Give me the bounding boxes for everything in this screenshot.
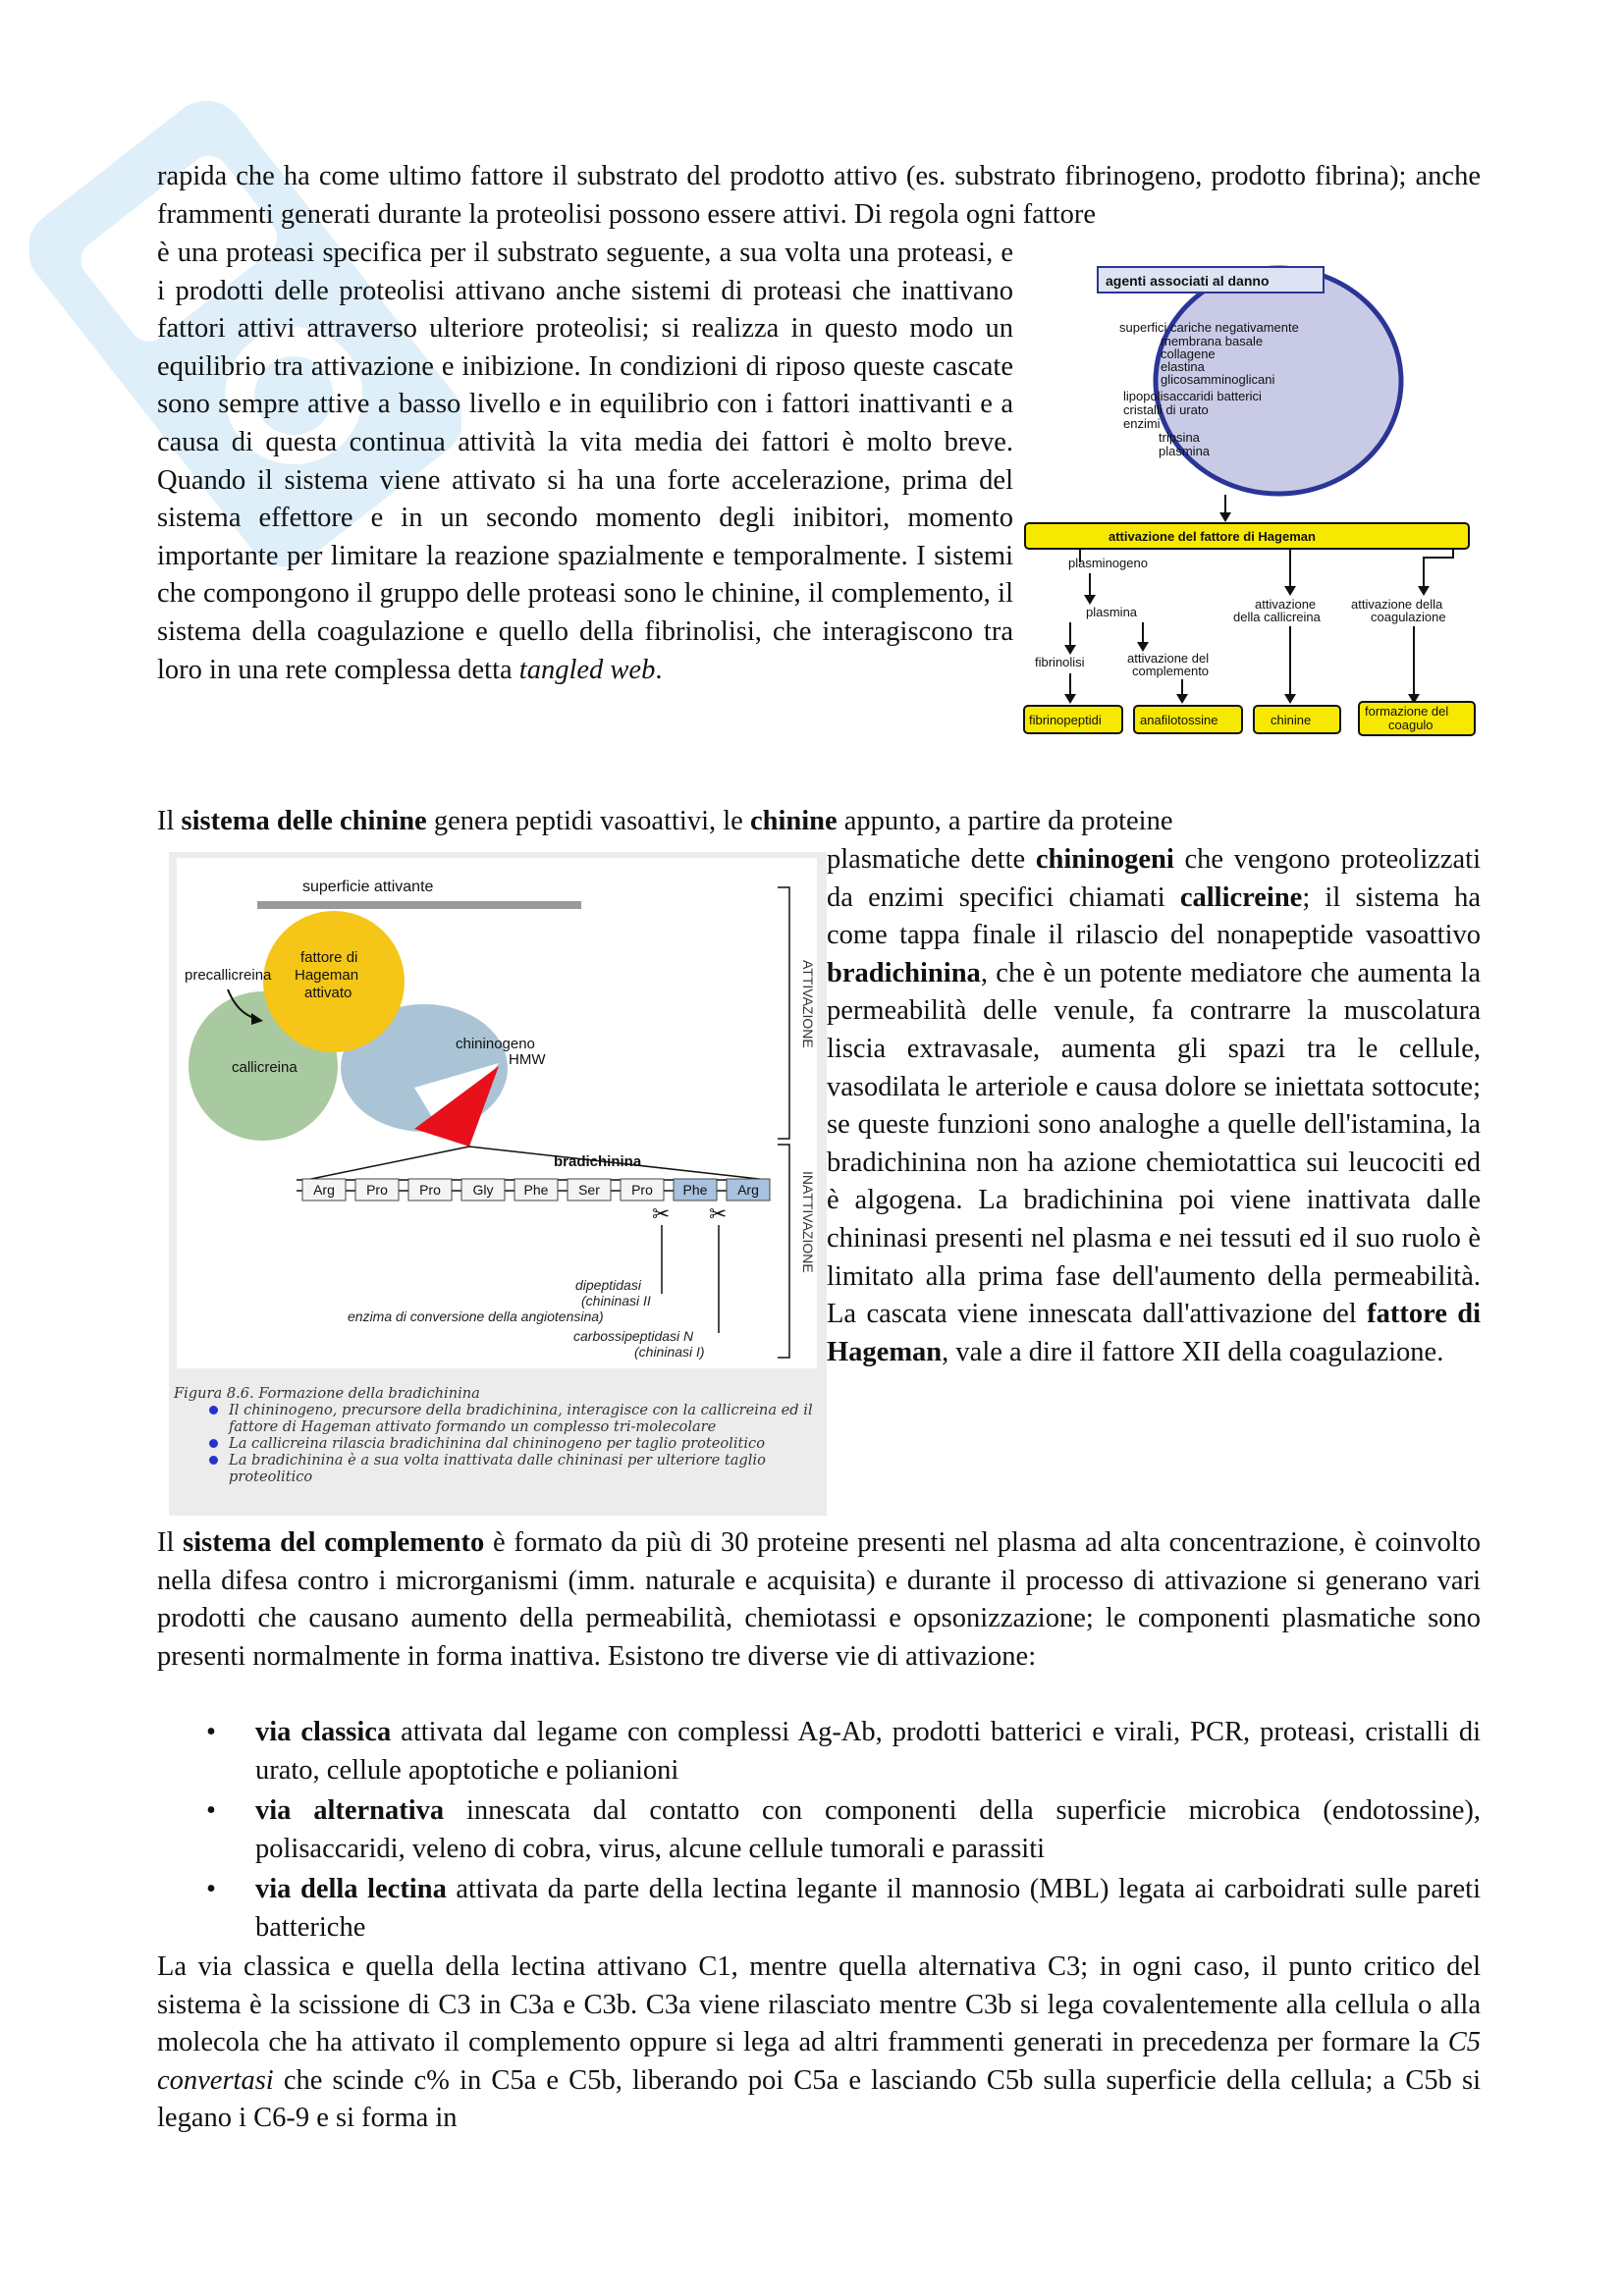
amino-acid-label: Arg xyxy=(737,1182,759,1198)
callicreina-label-2: della callicreina xyxy=(1233,610,1321,624)
callicreina-label-1: attivazione xyxy=(1255,597,1317,612)
circle-line: cristalli di urato xyxy=(1123,402,1209,417)
fibrinolisi-label: fibrinolisi xyxy=(1035,655,1085,669)
coagulo-label-2: coagulo xyxy=(1388,718,1434,732)
hageman-label-2: Hageman xyxy=(295,967,359,984)
hageman-label-3: attivato xyxy=(304,985,352,1001)
amino-acid-label: Gly xyxy=(472,1182,494,1198)
caption-item: La bradichinina è a sua volta inattivata dalle chininasi per ulteriore taglio proteolitico xyxy=(174,1452,822,1485)
list-item: • via classica attivata dal legame con complessi Ag-Ab, prodotti batterici e virali, PCR, proteasi, cristalli di urato, cellule apoptotiche e polianioni xyxy=(206,1717,1481,1786)
bradichinina-figure xyxy=(169,852,827,1516)
activation-pathways-list xyxy=(157,1714,1481,1950)
complemento-label-2: complemento xyxy=(1132,664,1210,678)
caption-title: Figura 8.6. Formazione della bradichinina xyxy=(174,1385,480,1402)
amino-acid-label: Phe xyxy=(523,1182,549,1198)
anafilotossine-label: anafilotossine xyxy=(1140,713,1218,727)
scissors-icon: ✂ xyxy=(652,1201,671,1226)
precallicreina-label: precallicreina xyxy=(185,967,272,984)
paragraph-chinine-first-line: Il sistema delle chinine genera peptidi vasoattivi, le chinine appunto, a partire da proteine xyxy=(157,806,1173,836)
circle-line: enzimi xyxy=(1123,416,1161,431)
paragraph-c3: La via classica e quella della lectina attivano C1, mentre quella alternativa C3; in ogni caso, il punto critico del sistema è la scissione di C3 in C3a e C3b. C3a viene rilasciato mentre C3b si lega covalentemente alla cellula o alla molecola che ha attivato il complemento oppure si lega ad altri frammenti generati in precedenza per formare la C5 convertasi che scinde c% in C5a e C5b, liberando poi C5a e lasciando C5b sulla superficie della cellula; a C5b si legano i C6-9 e si forma in xyxy=(157,1951,1481,2134)
inattivazione-label: INATTIVAZIONE xyxy=(800,1171,816,1273)
fibrinopeptidi-label: fibrinopeptidi xyxy=(1029,713,1102,727)
amino-acid-label: Pro xyxy=(631,1182,653,1198)
chininogeno-label-1: chininogeno xyxy=(456,1036,535,1052)
coagulazione-label-1: attivazione della xyxy=(1351,597,1443,612)
dipeptidasi-label-2: (chininasi II xyxy=(581,1293,651,1308)
figure-caption xyxy=(174,1385,822,1485)
circle-line: lipopolisaccaridi batterici xyxy=(1123,389,1262,403)
hageman-label-1: fattore di xyxy=(300,949,358,966)
paragraph-chinine-right: plasmatiche dette chininogeni che vengono proteolizzati da enzimi specifici chiamati callicreine; il sistema ha come tappa finale il rilascio del nonapeptide vasoattivo bradichinina, che è un potente mediatore che aumenta la permeabilità delle venule, fa contrarre la muscolatura liscia extravasale, aumenta gli spazi tra le cellule, vasodilata le arteriole e causa dolore se iniettata sottocute; se queste funzioni sono analoghe a quelle dell'istamina, la bradichinina non ha azione chemiotattica sui leucociti ed è algogena. La bradichinina poi viene inattivata dalle chininasi presenti nel plasma e nei tessuti ed il suo ruolo è limitato alla prima fase dell'aumento della permeabilità. La cascata viene innescata dall'attivazione del fattore di Hageman, vale a dire il fattore XII della coagulazione. xyxy=(827,844,1482,1367)
plasmina-label: plasmina xyxy=(1086,605,1138,619)
paragraph-cascade: è una proteasi specifica per il substrato seguente, a sua volta una proteasi, e i prodotti delle proteolisi attivano anche sistemi di proteasi che inattivano fattori attivi attraverso ulteriore proteolisi; si realizza in questo modo un equilibrio tra attivazione e inibizione. In condizioni di riposo queste cascate sono sempre attive a basso livello e in equilibrio con i fattori inattivanti e a causa di questa continua attività la vita media dei fattori è molto breve. Quando il sistema viene attivato si ha una forte accelerazione, prima del sistema effettore e in un secondo momento degli inibitori, momento importante per limitare la reazione spazialmente e temporalmente. I sistemi che compongono il gruppo delle proteasi sono le chinine, il complemento, il sistema della coagulazione e quello della fibrinolisi, che interagiscono tra loro in una rete complessa detta tangled web. xyxy=(157,238,1013,685)
scissors-icon: ✂ xyxy=(709,1201,728,1226)
dipeptidasi-label-3: enzima di conversione della angiotensina) xyxy=(348,1308,604,1324)
caption-item: La callicreina rilascia bradichinina dal chininogeno per taglio proteolitico xyxy=(174,1435,822,1452)
circle-line: plasmina xyxy=(1159,444,1211,458)
amino-acid-label: Phe xyxy=(682,1182,708,1198)
circle-line: tripsina xyxy=(1159,430,1200,445)
paragraph-intro-top: rapida che ha come ultimo fattore il substrato del prodotto attivo (es. substrato fibrinogeno, prodotto fibrina); anche frammenti generati durante la proteolisi possono essere attivi. Di regola ogni fattore xyxy=(157,161,1481,230)
paragraph-complemento: Il sistema del complemento è formato da più di 30 proteine presenti nel plasma ad alta concentrazione, è coinvolto nella difesa contro i microrganismi (imm. naturale e acquisita) e durante il processo di attivazione si generano vari prodotti che causano aumento della permeabilità, chemiotassi e opsonizzazione; le componenti plasmatiche sono presenti normalmente in forma inattiva. Esistono tre diverse vie di attivazione: xyxy=(157,1527,1481,1672)
amino-acid-label: Arg xyxy=(313,1182,335,1198)
dipeptidasi-label-1: dipeptidasi xyxy=(575,1277,641,1293)
amino-acid-chain xyxy=(302,1179,770,1201)
circle-line: glicosamminoglicani xyxy=(1161,372,1275,387)
activating-surface xyxy=(257,901,581,909)
hageman-activation-diagram xyxy=(1021,263,1483,749)
circle-line: elastina xyxy=(1161,359,1205,374)
callicreina-label: callicreina xyxy=(232,1059,298,1076)
caption-item: Il chininogeno, precursore della bradichinina, interagisce con la callicreina ed il fattore di Hageman attivato formando un complesso tri-molecolare xyxy=(174,1402,822,1435)
coagulo-label-1: formazione del xyxy=(1365,704,1449,719)
coagulazione-label-2: coagulazione xyxy=(1371,610,1446,624)
list-item: • via alternativa innescata dal contatto con componenti della superficie microbica (endotossine), polisaccaridi, veleno di cobra, virus, alcune cellule tumorali e parassiti xyxy=(206,1795,1482,1864)
hageman-bar-label: attivazione del fattore di Hageman xyxy=(1109,529,1316,544)
circle-line: superfici cariche negativamente xyxy=(1119,320,1299,335)
amino-acid-label: Ser xyxy=(578,1182,600,1198)
damage-agents-title: agenti associati al danno xyxy=(1106,273,1270,289)
list-item: • via della lectina attivata da parte della lectina legante il mannosio (MBL) legata ai carboidrati sulle pareti batteriche xyxy=(206,1874,1481,1943)
chinine-label: chinine xyxy=(1271,713,1312,727)
carbossi-label-2: (chininasi I) xyxy=(634,1344,705,1360)
bradichinina-label: bradichinina xyxy=(554,1153,642,1170)
carbossi-label-1: carbossipeptidasi N xyxy=(573,1328,694,1344)
chininogeno-label-2: HMW xyxy=(509,1051,546,1068)
amino-acid-label: Pro xyxy=(419,1182,441,1198)
complemento-label-1: attivazione del xyxy=(1127,651,1210,666)
surface-label: superficie attivante xyxy=(302,879,434,895)
plasminogeno-label: plasminogeno xyxy=(1068,556,1148,570)
amino-acid-label: Pro xyxy=(366,1182,388,1198)
attivazione-label: ATTIVAZIONE xyxy=(800,960,816,1048)
circle-line: collagene xyxy=(1161,347,1216,361)
circle-line: membrana basale xyxy=(1161,334,1264,348)
